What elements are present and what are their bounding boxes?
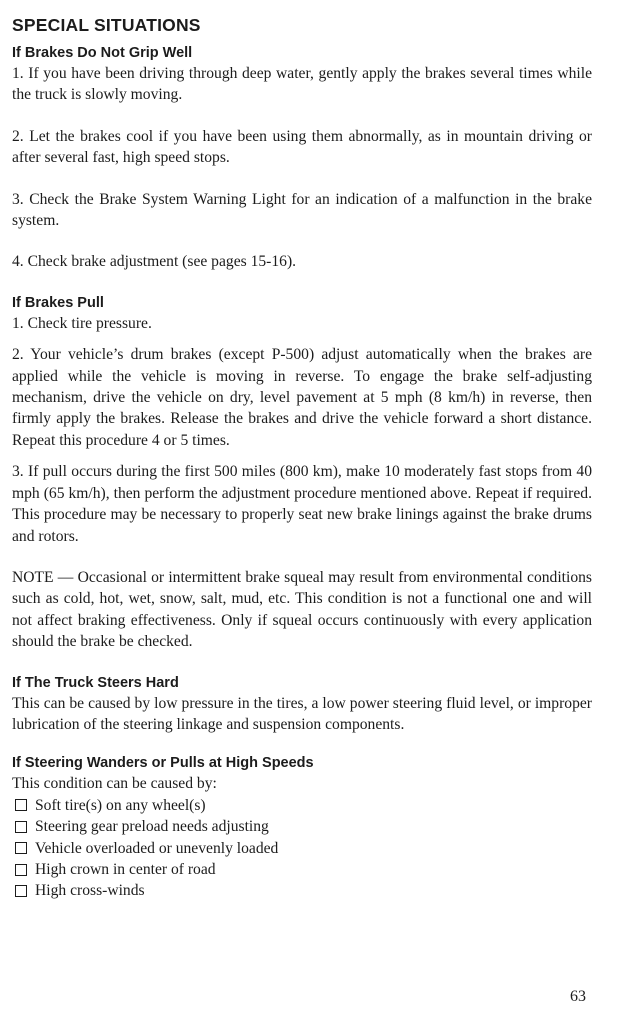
checkbox-icon bbox=[15, 821, 27, 833]
section-brakes-pull bbox=[12, 293, 592, 653]
instruction-item: 3. If pull occurs during the first 500 miles (800 km), make 10 moderately fast stops from 40 mph (65 km/h), then perform the adjustment procedure mentioned above. Repeat if required. This procedure may be necessary to properly seat new brake linings against the brake drums and rotors. bbox=[12, 463, 592, 545]
checklist-item bbox=[12, 838, 592, 859]
manual-page bbox=[12, 14, 592, 902]
instruction-item: 2. Let the brakes cool if you have been using them abnormally, as in mountain driving or after several fast, high speed stops. bbox=[12, 127, 592, 167]
instruction-item: 1. Check tire pressure. bbox=[12, 314, 152, 332]
checkbox-icon bbox=[15, 799, 27, 811]
checkbox-icon bbox=[15, 842, 27, 854]
instruction-item: 2. Your vehicle’s drum brakes (except P-500) adjust automatically when the brakes are applied while the vehicle is moving in reverse. To engage the brake self-adjusting mechanism, drive the vehicle on dry, level pavement at 5 mph (8 km/h) in reverse, then firmly apply the brakes. Release the brakes and drive the vehicle forward a short distance. Repeat this procedure 4 or 5 times. bbox=[12, 346, 592, 449]
checklist-item bbox=[12, 880, 592, 901]
checklist-item bbox=[12, 795, 592, 816]
checklist-item-label: Vehicle overloaded or unevenly loaded bbox=[35, 839, 279, 857]
section-heading: If Brakes Do Not Grip Well bbox=[12, 45, 193, 61]
section-heading: If Brakes Pull bbox=[12, 294, 104, 311]
checklist-item bbox=[12, 816, 592, 837]
checklist-item-label: Steering gear preload needs adjusting bbox=[35, 818, 269, 836]
checkbox-icon bbox=[15, 864, 27, 876]
checklist-item-label: High crown in center of road bbox=[35, 860, 216, 878]
page-number: 63 bbox=[570, 988, 586, 1005]
checkbox-icon bbox=[15, 885, 27, 897]
section-brakes-grip bbox=[12, 43, 592, 273]
section-intro: This condition can be caused by: bbox=[12, 775, 217, 793]
checklist-item bbox=[12, 859, 592, 880]
page-title: SPECIAL SITUATIONS bbox=[12, 15, 201, 35]
section-steering-wanders bbox=[12, 753, 592, 901]
checklist-item-label: Soft tire(s) on any wheel(s) bbox=[35, 796, 206, 814]
instruction-item: 1. If you have been driving through deep water, gently apply the brakes several times while the truck is slowly moving. bbox=[12, 65, 592, 104]
section-heading: If Steering Wanders or Pulls at High Speeds bbox=[12, 755, 314, 772]
cause-checklist bbox=[12, 795, 592, 902]
instruction-item: 3. Check the Brake System Warning Light for an indication of a malfunction in the brake system. bbox=[12, 190, 592, 230]
section-steers-hard bbox=[12, 673, 592, 736]
checklist-item-label: High cross-winds bbox=[35, 882, 145, 900]
note-paragraph: NOTE — Occasional or intermittent brake squeal may result from environmental conditions such as cold, hot, wet, snow, salt, mud, etc. This condition is not a functional one and will not affect braking effectiveness. Only if squeal occurs continuously with every application should the brake be checked. bbox=[12, 568, 592, 651]
instruction-item: 4. Check brake adjustment (see pages 15-16). bbox=[12, 253, 297, 271]
section-heading: If The Truck Steers Hard bbox=[12, 674, 179, 691]
section-text: This can be caused by low pressure in the tires, a low power steering fluid level, or improper lubrication of the steering linkage and suspension components. bbox=[12, 694, 592, 733]
